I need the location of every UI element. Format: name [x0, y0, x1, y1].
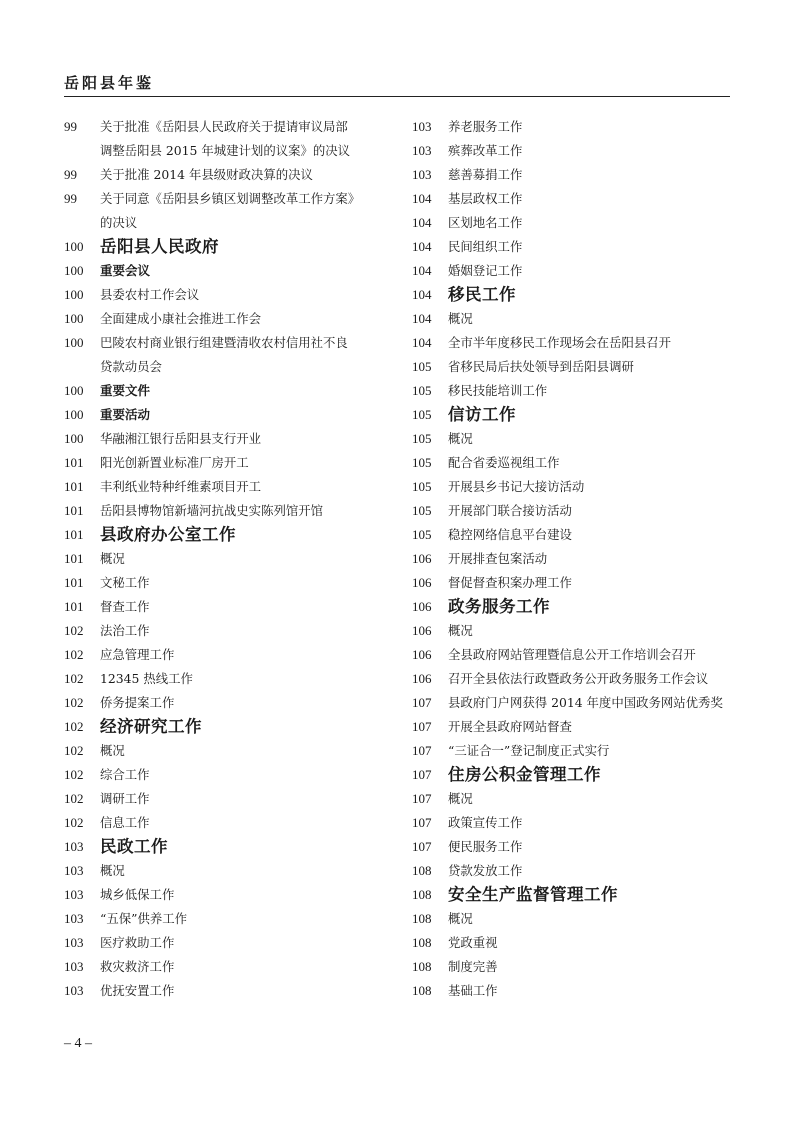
toc-section-heading — [64, 523, 394, 547]
toc-entry — [412, 979, 730, 1003]
toc-entry-text: 区划地名工作 — [448, 215, 523, 230]
toc-page-number: 101 — [64, 599, 84, 614]
toc-section-heading — [412, 283, 730, 307]
toc-entry — [64, 547, 394, 571]
toc-page-number: 100 — [64, 431, 84, 446]
toc-entry — [412, 739, 730, 763]
toc-entry — [412, 307, 730, 331]
toc-entry — [64, 739, 394, 763]
toc-entry-text: 住房公积金管理工作 — [448, 765, 601, 784]
toc-entry-text: 文秘工作 — [100, 575, 150, 590]
toc-left-column — [64, 115, 394, 1003]
toc-entry-text: 政务服务工作 — [448, 597, 550, 616]
toc-entry — [412, 859, 730, 883]
toc-page-number: 104 — [412, 215, 432, 230]
toc-entry-text: 概况 — [100, 863, 125, 878]
toc-page-number: 101 — [64, 551, 84, 566]
toc-page-number: 105 — [412, 455, 432, 470]
toc-entry-text: 召开全县依法行政暨政务公开政务服务工作会议 — [448, 671, 709, 686]
toc-entry-text: 关于同意《岳阳县乡镇区划调整改革工作方案》 — [100, 191, 361, 206]
toc-entry-text: 县委农村工作会议 — [100, 287, 200, 302]
toc-entry — [412, 379, 730, 403]
toc-entry-text: 关于批准《岳阳县人民政府关于提请审议局部 — [100, 119, 348, 134]
toc-entry-text: 省移民局后扶处领导到岳阳县调研 — [448, 359, 634, 374]
toc-entry-text: 督促督查积案办理工作 — [448, 575, 572, 590]
toc-page-number: 100 — [64, 407, 84, 422]
toc-section-heading — [64, 715, 394, 739]
toc-entry-text: 岳阳县博物馆新墙河抗战史实陈列馆开馆 — [100, 503, 324, 518]
toc-entry-text: 政策宣传工作 — [448, 815, 523, 830]
toc-page-number: 100 — [64, 263, 84, 278]
toc-entry-text: 信访工作 — [448, 405, 516, 424]
toc-entry — [412, 643, 730, 667]
toc-page-number: 108 — [412, 911, 432, 926]
toc-page-number: 107 — [412, 695, 432, 710]
toc-entry-text: 概况 — [448, 311, 473, 326]
toc-entry — [412, 955, 730, 979]
toc-page-number: 100 — [64, 335, 84, 350]
toc-entry — [64, 787, 394, 811]
toc-entry — [412, 259, 730, 283]
toc-section-heading — [412, 403, 730, 427]
toc-entry-text: 应急管理工作 — [100, 647, 175, 662]
toc-entry — [64, 931, 394, 955]
toc-section-heading — [412, 595, 730, 619]
toc-page-number: 105 — [412, 359, 432, 374]
toc-page-number: 107 — [412, 743, 432, 758]
toc-entry — [412, 619, 730, 643]
yearbook-title: 岳阳县年鉴 — [64, 74, 155, 92]
toc-page-number: 100 — [64, 383, 84, 398]
toc-entry-text: 党政重视 — [448, 935, 498, 950]
toc-entry-text: 法治工作 — [100, 623, 150, 638]
toc-page-number: 107 — [412, 815, 432, 830]
toc-entry — [412, 691, 730, 715]
toc-entry — [64, 475, 394, 499]
toc-entry — [64, 163, 394, 187]
toc-entry-text: 优抚安置工作 — [100, 983, 175, 998]
toc-entry — [64, 619, 394, 643]
toc-entry-text: 重要活动 — [100, 407, 151, 422]
toc-entry — [412, 427, 730, 451]
toc-page-number: 103 — [64, 863, 84, 878]
toc-page-number: 108 — [412, 887, 432, 902]
toc-entry-text: 民间组织工作 — [448, 239, 523, 254]
toc-entry-text: 华融湘江银行岳阳县支行开业 — [100, 431, 262, 446]
toc-entry — [412, 331, 730, 355]
toc-entry — [64, 211, 394, 235]
toc-entry — [64, 499, 394, 523]
toc-page-number: 108 — [412, 959, 432, 974]
toc-page-number: 103 — [64, 935, 84, 950]
toc-section-heading — [64, 835, 394, 859]
toc-entry — [64, 595, 394, 619]
toc-entry-text: 概况 — [100, 743, 125, 758]
toc-page-number: 103 — [64, 911, 84, 926]
toc-entry-text: 丰利纸业特种纤维素项目开工 — [100, 479, 262, 494]
toc-entry — [64, 187, 394, 211]
toc-entry-text: “五保”供养工作 — [100, 911, 188, 926]
toc-page-number: 108 — [412, 863, 432, 878]
toc-entry-text: 概况 — [448, 431, 473, 446]
toc-subsection-heading — [64, 259, 394, 283]
toc-entry-text: 开展部门联合接访活动 — [448, 503, 572, 518]
toc-entry — [412, 547, 730, 571]
toc-page-number: 102 — [64, 719, 84, 734]
toc-entry-text: 贷款发放工作 — [448, 863, 523, 878]
toc-entry — [64, 643, 394, 667]
toc-entry-text: 调整岳阳县 2015 年城建计划的议案》的决议 — [100, 143, 351, 158]
toc-entry — [412, 115, 730, 139]
toc-entry — [64, 763, 394, 787]
toc-entry-text: 移民工作 — [448, 285, 516, 304]
toc-page-number: 100 — [64, 287, 84, 302]
toc-entry — [412, 451, 730, 475]
toc-entry — [412, 571, 730, 595]
toc-page-number: 104 — [412, 263, 432, 278]
toc-page-number: 106 — [412, 647, 432, 662]
toc-entry — [412, 715, 730, 739]
toc-entry-text: 民政工作 — [100, 837, 168, 856]
page-number: – 4 – — [64, 1036, 92, 1051]
toc-entry-text: 安全生产监督管理工作 — [448, 885, 618, 904]
toc-entry — [64, 307, 394, 331]
toc-entry-text: 养老服务工作 — [448, 119, 523, 134]
toc-entry — [412, 787, 730, 811]
toc-page-number: 106 — [412, 623, 432, 638]
toc-page-number: 103 — [412, 167, 432, 182]
toc-page-number: 102 — [64, 743, 84, 758]
toc-entry-text: 基础工作 — [448, 983, 498, 998]
toc-entry-text: 经济研究工作 — [100, 717, 202, 736]
toc-entry-text: 便民服务工作 — [448, 839, 523, 854]
toc-entry-text: 重要会议 — [100, 263, 151, 278]
toc-page-number: 106 — [412, 551, 432, 566]
toc-entry-text: 城乡低保工作 — [100, 887, 175, 902]
toc-entry — [64, 955, 394, 979]
toc-page-number: 108 — [412, 983, 432, 998]
toc-page-number: 99 — [64, 119, 77, 134]
toc-entry — [412, 907, 730, 931]
toc-entry-text: 全面建成小康社会推进工作会 — [100, 311, 262, 326]
toc-page-number: 99 — [64, 191, 77, 206]
toc-page-number: 102 — [64, 815, 84, 830]
toc-entry — [64, 883, 394, 907]
toc-entry-text: 概况 — [448, 911, 473, 926]
toc-entry — [64, 451, 394, 475]
toc-entry-text: 县政府门户网获得 2014 年度中国政务网站优秀奖 — [448, 695, 723, 710]
toc-page-number: 100 — [64, 239, 84, 254]
toc-entry-text: 全县政府网站管理暨信息公开工作培训会召开 — [448, 647, 696, 662]
toc-page-number: 107 — [412, 839, 432, 854]
toc-entry — [64, 331, 394, 355]
toc-entry-text: 婚姻登记工作 — [448, 263, 523, 278]
toc-entry — [64, 691, 394, 715]
toc-entry — [412, 211, 730, 235]
toc-page-number: 105 — [412, 527, 432, 542]
toc-entry — [64, 427, 394, 451]
toc-entry — [64, 139, 394, 163]
toc-page-number: 105 — [412, 431, 432, 446]
toc-page-number: 101 — [64, 575, 84, 590]
toc-page-number: 101 — [64, 503, 84, 518]
toc-page-number: 104 — [412, 287, 432, 302]
toc-entry-text: 慈善募捐工作 — [448, 167, 523, 182]
toc-entry — [412, 667, 730, 691]
toc-page-number: 104 — [412, 239, 432, 254]
toc-page-number: 106 — [412, 671, 432, 686]
toc-entry — [412, 523, 730, 547]
toc-entry-text: 县政府办公室工作 — [100, 525, 236, 544]
toc-page-number: 101 — [64, 455, 84, 470]
toc-page-number: 103 — [64, 959, 84, 974]
toc-entry — [412, 931, 730, 955]
toc-page-number: 102 — [64, 647, 84, 662]
toc-entry-text: 调研工作 — [100, 791, 150, 806]
toc-page-number: 108 — [412, 935, 432, 950]
toc-entry-text: 制度完善 — [448, 959, 498, 974]
toc-page-number: 104 — [412, 335, 432, 350]
toc-entry-text: 侨务提案工作 — [100, 695, 175, 710]
toc-entry-text: 贷款动员会 — [100, 359, 162, 374]
toc-entry-text: 信息工作 — [100, 815, 150, 830]
toc-entry-text: 概况 — [100, 551, 125, 566]
toc-page-number: 105 — [412, 479, 432, 494]
toc-page-number: 102 — [64, 623, 84, 638]
toc-entry — [64, 283, 394, 307]
toc-entry-text: 开展全县政府网站督查 — [448, 719, 572, 734]
toc-entry — [412, 235, 730, 259]
toc-entry — [64, 115, 394, 139]
toc-entry — [64, 811, 394, 835]
toc-entry — [412, 835, 730, 859]
toc-page-number: 102 — [64, 695, 84, 710]
toc-entry — [64, 907, 394, 931]
toc-page-number: 103 — [412, 143, 432, 158]
toc-page-number: 101 — [64, 527, 84, 542]
toc-entry-text: 全市半年度移民工作现场会在岳阳县召开 — [448, 335, 672, 350]
toc-page-number: 103 — [412, 119, 432, 134]
toc-page-number: 104 — [412, 191, 432, 206]
toc-entry-text: 救灾救济工作 — [100, 959, 175, 974]
toc-entry — [64, 571, 394, 595]
toc-entry-text: 阳光创新置业标准厂房开工 — [100, 455, 249, 470]
toc-entry — [412, 499, 730, 523]
running-header — [64, 70, 730, 97]
toc-page-number: 107 — [412, 791, 432, 806]
toc-subsection-heading — [64, 379, 394, 403]
toc-entry-text: 基层政权工作 — [448, 191, 523, 206]
toc-page-number: 100 — [64, 311, 84, 326]
toc-page-number: 103 — [64, 887, 84, 902]
toc-entry-text: 关于批准 2014 年县级财政决算的决议 — [100, 167, 313, 182]
toc-entry-text: 概况 — [448, 791, 473, 806]
toc-section-heading — [412, 883, 730, 907]
toc-page-number: 107 — [412, 767, 432, 782]
toc-page-number: 102 — [64, 791, 84, 806]
toc-page-number: 99 — [64, 167, 77, 182]
toc-entry — [412, 163, 730, 187]
toc-entry-text: 综合工作 — [100, 767, 150, 782]
toc-entry — [412, 811, 730, 835]
toc-entry-text: 概况 — [448, 623, 473, 638]
toc-entry-text: 移民技能培训工作 — [448, 383, 548, 398]
toc-page-number: 105 — [412, 383, 432, 398]
toc-section-heading — [64, 235, 394, 259]
toc-entry — [64, 979, 394, 1003]
toc-entry-text: 殡葬改革工作 — [448, 143, 523, 158]
toc-entry-text: 督查工作 — [100, 599, 150, 614]
toc-entry-text: 稳控网络信息平台建设 — [448, 527, 572, 542]
toc-entry-text: 开展排查包案活动 — [448, 551, 548, 566]
toc-entry — [412, 187, 730, 211]
toc-right-column — [412, 115, 730, 1003]
toc-page-number: 106 — [412, 575, 432, 590]
toc-page-number: 105 — [412, 407, 432, 422]
toc-entry — [412, 355, 730, 379]
toc-page-number: 102 — [64, 767, 84, 782]
toc-entry — [64, 355, 394, 379]
toc-entry — [64, 667, 394, 691]
toc-page-number: 106 — [412, 599, 432, 614]
toc-page-number: 102 — [64, 671, 84, 686]
toc-page-number: 103 — [64, 983, 84, 998]
toc-page-number: 101 — [64, 479, 84, 494]
toc-entry-text: “三证合一”登记制度正式实行 — [448, 743, 610, 758]
toc-page-number: 103 — [64, 839, 84, 854]
toc-entry-text: 12345 热线工作 — [100, 671, 193, 686]
toc-subsection-heading — [64, 403, 394, 427]
toc-page-number: 104 — [412, 311, 432, 326]
toc-section-heading — [412, 763, 730, 787]
toc-entry-text: 配合省委巡视组工作 — [448, 455, 560, 470]
toc-entry-text: 开展县乡书记大接访活动 — [448, 479, 585, 494]
toc-entry-text: 重要文件 — [100, 383, 151, 398]
toc-entry — [412, 475, 730, 499]
toc-entry-text: 的决议 — [100, 215, 138, 230]
toc-entry — [64, 859, 394, 883]
toc-page-number: 107 — [412, 719, 432, 734]
toc-entry-text: 医疗救助工作 — [100, 935, 175, 950]
toc-entry — [412, 139, 730, 163]
toc-entry-text: 巴陵农村商业银行组建暨清收农村信用社不良 — [100, 335, 348, 350]
toc-entry-text: 岳阳县人民政府 — [100, 237, 219, 256]
toc-page-number: 105 — [412, 503, 432, 518]
